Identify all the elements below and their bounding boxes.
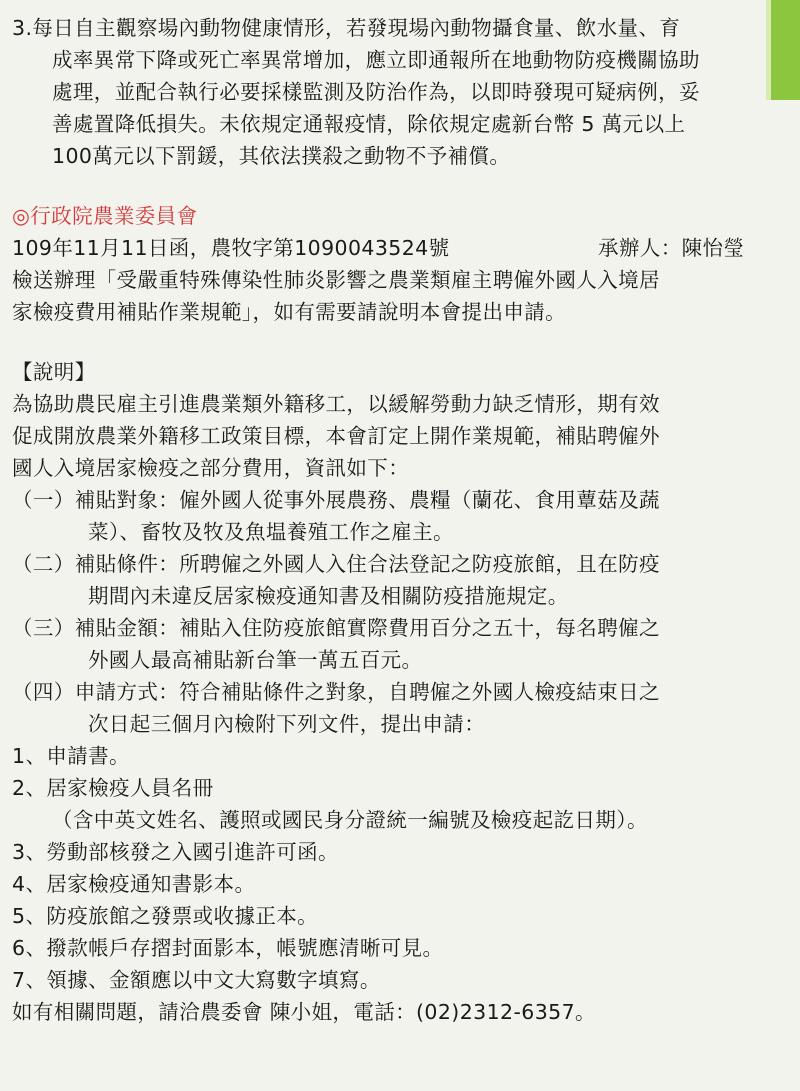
item3-line-3: 處理，並配合執行必要採樣監測及防治作為，以即時發現可疑病例，妥 (52, 80, 700, 104)
document-item-4: 4、居家檢疫通知書影本。 (12, 872, 256, 896)
document-item-2: 2、居家檢疫人員名冊 (12, 776, 214, 800)
section-3-line-2: 外國人最高補貼新台筆一萬五百元。 (88, 648, 423, 672)
page-edge-tab (766, 0, 800, 100)
item3-line-5: 100萬元以下罰鍰，其依法撲殺之動物不予補償。 (52, 144, 511, 168)
section-1-line-1: （一）補貼對象：僱外國人從事外展農務、農糧（蘭花、食用蕈菇及蔬 (12, 488, 660, 512)
handler-name: 承辦人：陳怡瑩 (598, 236, 745, 260)
document-item-7: 7、領據、金額應以中文大寫數字填寫。 (12, 968, 381, 992)
explanation-heading: 【說明】 (12, 360, 96, 384)
document-item-6: 6、撥款帳戶存摺封面影本，帳號應清晰可見。 (12, 936, 444, 960)
section-3-line-1: （三）補貼金額：補貼入住防疫旅館實際費用百分之五十，每名聘僱之 (12, 616, 660, 640)
section-4-line-2: 次日起三個月內檢附下列文件，提出申請： (88, 712, 486, 736)
document-item-5: 5、防疫旅館之發票或收據正本。 (12, 904, 319, 928)
section-4-line-1: （四）申請方式：符合補貼條件之對象，自聘僱之外國人檢疫結束日之 (12, 680, 660, 704)
agency-intro-line-2: 家檢疫費用補貼作業規範」，如有需要請說明本會提出申請。 (12, 300, 567, 324)
explanation-intro-line-3: 國人入境居家檢疫之部分費用，資訊如下： (12, 456, 410, 480)
document-item-2-detail: （含中英文姓名、護照或國民身分證統一編號及檢疫起訖日期）。 (52, 808, 648, 832)
agency-heading: ◎行政院農業委員會 (12, 204, 198, 228)
section-1-line-2: 菜）、畜牧及牧及魚塭養殖工作之雇主。 (88, 520, 454, 544)
section-2-line-2: 期間內未違反居家檢疫通知書及相關防疫措施規定。 (88, 584, 569, 608)
item3-line-1: 3.每日自主觀察場內動物健康情形，若發現場內動物攝食量、飲水量、育 (12, 16, 681, 40)
item3-line-4: 善處置降低損失。未依規定通報疫情，除依規定處新台幣 5 萬元以上 (52, 112, 686, 136)
explanation-intro-line-1: 為協助農民雇主引進農業類外籍移工，以緩解勞動力缺乏情形，期有效 (12, 392, 660, 416)
section-2-line-1: （二）補貼條件：所聘僱之外國人入住合法登記之防疫旅館，且在防疫 (12, 552, 660, 576)
document-item-3: 3、勞動部核發之入國引進許可函。 (12, 840, 339, 864)
item3-line-2: 成率異常下降或死亡率異常增加，應立即通報所在地動物防疫機關協助 (52, 48, 700, 72)
letter-reference: 109年11月11日函，農牧字第1090043524號 (12, 236, 450, 260)
explanation-intro-line-2: 促成開放農業外籍移工政策目標，本會訂定上開作業規範，補貼聘僱外 (12, 424, 660, 448)
contact-line: 如有相關問題，請洽農委會 陳小姐，電話：(02)2312-6357。 (12, 1000, 596, 1024)
agency-intro-line-1: 檢送辦理「受嚴重特殊傳染性肺炎影響之農業類雇主聘僱外國人入境居 (12, 268, 660, 292)
document-item-1: 1、申請書。 (12, 744, 130, 768)
